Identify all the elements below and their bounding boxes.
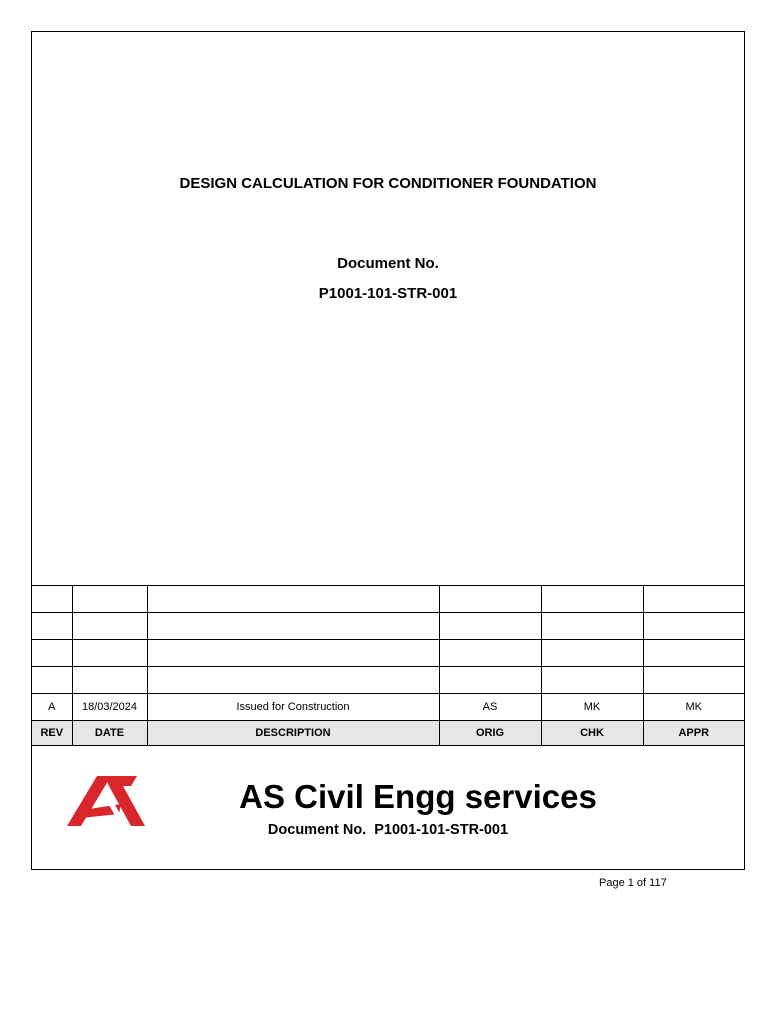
header-date: DATE bbox=[72, 721, 147, 746]
company-document-number bbox=[32, 822, 744, 838]
cell-chk: MK bbox=[541, 694, 643, 721]
cell-rev bbox=[32, 586, 72, 613]
company-name: AS Civil Engg services bbox=[239, 778, 597, 815]
cell-appr: MK bbox=[643, 694, 744, 721]
table-row bbox=[32, 640, 744, 667]
table-row bbox=[32, 586, 744, 613]
cell-chk bbox=[541, 667, 643, 694]
page-number: Page 1 of 117 bbox=[599, 877, 667, 889]
cell-orig bbox=[439, 586, 541, 613]
document-title: DESIGN CALCULATION FOR CONDITIONER FOUNDATION bbox=[179, 175, 597, 192]
header-orig: ORIG bbox=[439, 721, 541, 746]
header-rev: REV bbox=[32, 721, 72, 746]
cell-orig bbox=[439, 613, 541, 640]
cell-orig: AS bbox=[439, 694, 541, 721]
cell-rev: A bbox=[32, 694, 72, 721]
cell-chk bbox=[541, 613, 643, 640]
cell-date bbox=[72, 667, 147, 694]
company-footer bbox=[32, 745, 744, 870]
cell-appr bbox=[643, 667, 744, 694]
cell-rev bbox=[32, 667, 72, 694]
cell-chk bbox=[541, 586, 643, 613]
cell-rev bbox=[32, 640, 72, 667]
cell-orig bbox=[439, 640, 541, 667]
table-row bbox=[32, 613, 744, 640]
cell-appr bbox=[643, 613, 744, 640]
document-number-label: Document No. bbox=[337, 255, 439, 272]
document-frame bbox=[31, 31, 745, 870]
cell-appr bbox=[643, 586, 744, 613]
document-number-value: P1001-101-STR-001 bbox=[318, 285, 458, 302]
revision-table bbox=[32, 585, 744, 746]
cell-chk bbox=[541, 640, 643, 667]
cell-description bbox=[147, 640, 439, 667]
cell-date bbox=[72, 640, 147, 667]
company-document-number-text: Document No. P1001-101-STR-001 bbox=[267, 822, 509, 838]
header-appr: APPR bbox=[643, 721, 744, 746]
cell-description bbox=[147, 667, 439, 694]
header-chk: CHK bbox=[541, 721, 643, 746]
cell-description bbox=[147, 586, 439, 613]
cell-appr bbox=[643, 640, 744, 667]
cell-rev bbox=[32, 613, 72, 640]
header-description: DESCRIPTION bbox=[147, 721, 439, 746]
table-row bbox=[32, 667, 744, 694]
cell-description bbox=[147, 613, 439, 640]
cell-orig bbox=[439, 667, 541, 694]
table-row bbox=[32, 694, 744, 721]
cell-date bbox=[72, 613, 147, 640]
cell-date bbox=[72, 586, 147, 613]
cell-description: Issued for Construction bbox=[147, 694, 439, 721]
table-header-row bbox=[32, 721, 744, 746]
cell-date: 18/03/2024 bbox=[72, 694, 147, 721]
